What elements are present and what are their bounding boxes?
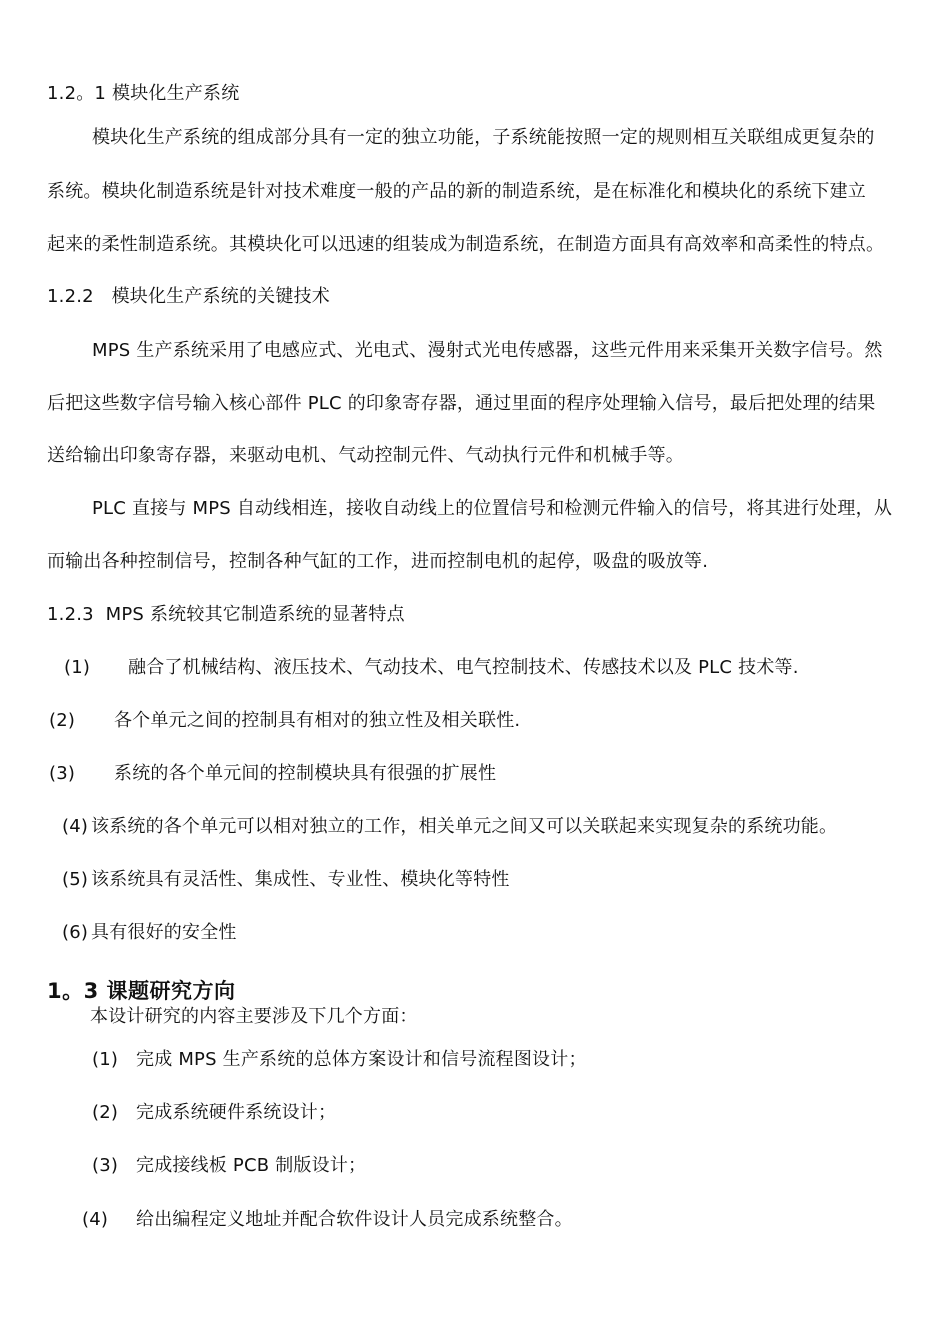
- paragraph-line: 系统。模块化制造系统是针对技术难度一般的产品的新的制造系统，是在标准化和模块化的系统下建立: [47, 181, 866, 202]
- paragraph-line: 起来的柔性制造系统。其模块化可以迅速的组装成为制造系统，在制造方面具有高效率和高柔性的特点。: [47, 234, 885, 255]
- section-heading-1-2-1: 1.2。1 模块化生产系统: [47, 83, 240, 104]
- paragraph-line: 模块化生产系统的组成部分具有一定的独立功能，子系统能按照一定的规则相互关联组成更复杂的: [92, 127, 875, 148]
- section-heading-1-3: 1。3 课题研究方向: [47, 979, 236, 1003]
- list-item-number: (3): [49, 763, 76, 784]
- list-item-number: (2): [49, 710, 76, 731]
- list-item-text: 各个单元之间的控制具有相对的独立性及相关联性.: [114, 710, 521, 731]
- list-item-text: 完成接线板 PCB 制版设计；: [136, 1155, 367, 1176]
- list-item-number: (5): [62, 869, 89, 890]
- list-item-text: 完成系统硬件系统设计；: [136, 1102, 337, 1123]
- list-item-text: 具有很好的安全性: [91, 922, 237, 943]
- list-item-text: 该系统具有灵活性、集成性、专业性、模块化等特性: [91, 869, 510, 890]
- list-item-text: 给出编程定义地址并配合软件设计人员完成系统整合。: [136, 1209, 573, 1230]
- paragraph-line: MPS 生产系统采用了电感应式、光电式、漫射式光电传感器，这些元件用来采集开关数字信号。然: [92, 340, 883, 361]
- list-item-text: 完成 MPS 生产系统的总体方案设计和信号流程图设计；: [136, 1049, 587, 1070]
- section-heading-1-2-3: 1.2.3 MPS 系统较其它制造系统的显著特点: [47, 604, 405, 625]
- list-item-number: (1): [92, 1049, 119, 1070]
- list-item-number: (2): [92, 1102, 119, 1123]
- paragraph-line: 后把这些数字信号输入核心部件 PLC 的印象寄存器，通过里面的程序处理输入信号，最后把处理的结果: [47, 393, 876, 414]
- paragraph-line: 送给输出印象寄存器，来驱动电机、气动控制元件、气动执行元件和机械手等。: [47, 445, 684, 466]
- list-item-number: (1): [64, 657, 91, 678]
- intro-line: 本设计研究的内容主要涉及下几个方面：: [90, 1006, 418, 1027]
- list-item-number: (3): [92, 1155, 119, 1176]
- list-item-number: (4): [82, 1209, 109, 1230]
- list-item-text: 融合了机械结构、液压技术、气动技术、电气控制技术、传感技术以及 PLC 技术等.: [128, 657, 799, 678]
- paragraph-line: 而输出各种控制信号，控制各种气缸的工作，进而控制电机的起停，吸盘的吸放等.: [47, 551, 709, 572]
- list-item-number: (4): [62, 816, 89, 837]
- paragraph-line: PLC 直接与 MPS 自动线相连，接收自动线上的位置信号和检测元件输入的信号，将其进行处理，从: [92, 498, 893, 519]
- list-item-text: 该系统的各个单元可以相对独立的工作，相关单元之间又可以关联起来实现复杂的系统功能。: [91, 816, 838, 837]
- list-item-text: 系统的各个单元间的控制模块具有很强的扩展性: [114, 763, 497, 784]
- section-heading-1-2-2: 1.2.2 模块化生产系统的关键技术: [47, 286, 330, 307]
- list-item-number: (6): [62, 922, 89, 943]
